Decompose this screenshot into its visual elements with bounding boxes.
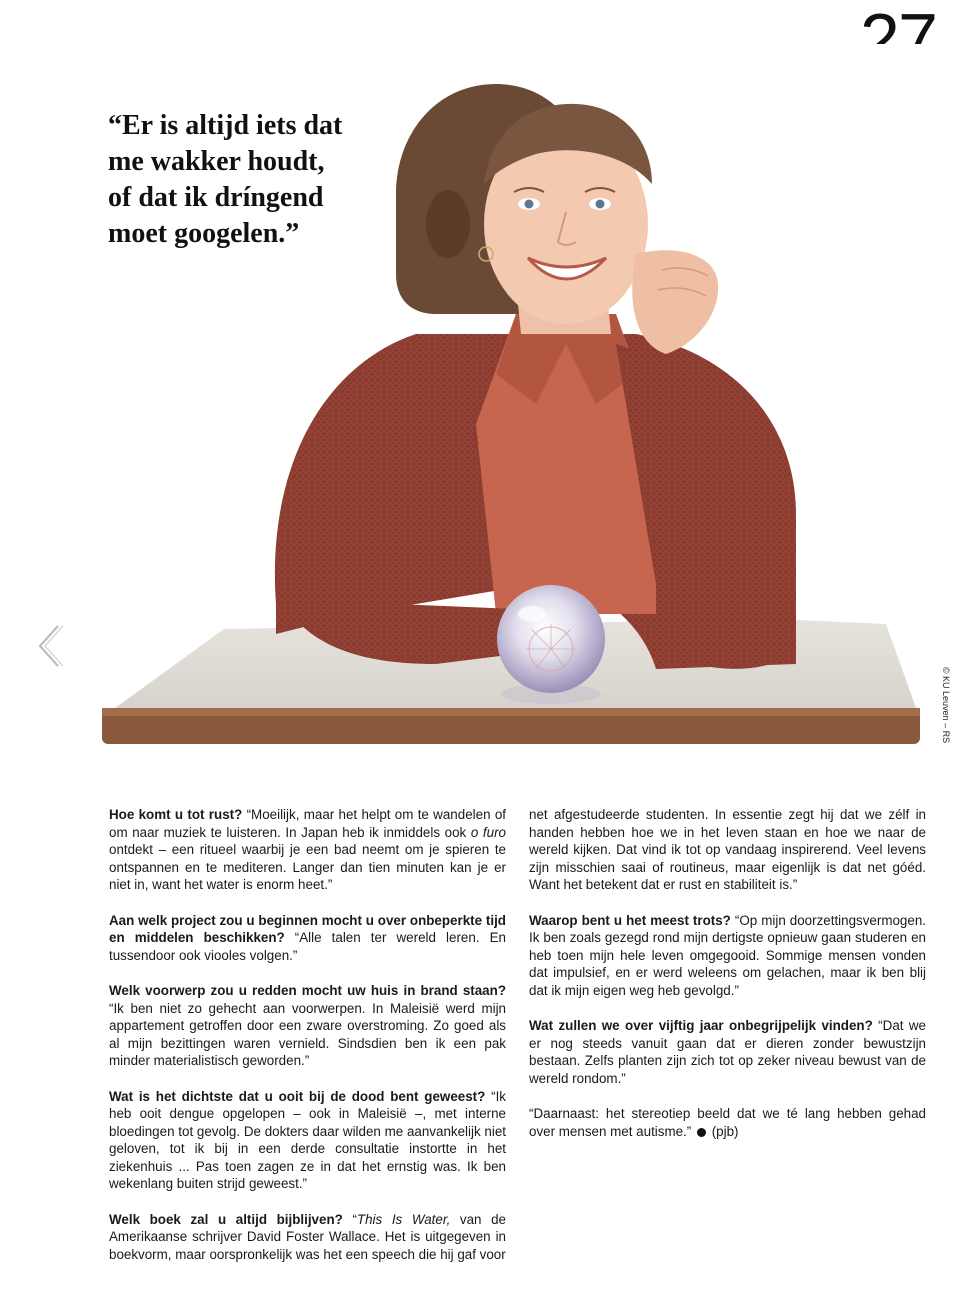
answer: van de Amerikaanse schrijver David Foster Wallace. Het is uitgegeven in boekvorm, maar oorspronkelijk was het een speech die hij gaf voor <box>109 1211 507 1262</box>
photo-credit-text: © KU Leuven – RS <box>941 666 951 744</box>
article-column-right <box>529 806 926 1158</box>
question: Wat zullen we over vijftig jaar onbegrijpelijk vinden? <box>529 1018 873 1033</box>
answer: “Op mijn doorzettingsvermogen. Ik ben zoals gezegd rond mijn dertigste opnieuw gaan studeren en heb toen mijn hele leven omgegooid. Sommige mensen vonden dat impulsief, en er werd weleens om gelachen, maar ik ben blij dat ik mijn eigen weg heb gevolgd.” <box>529 912 926 998</box>
previous-page-button[interactable] <box>34 622 66 670</box>
photo-credit <box>936 662 956 748</box>
quote-line: “Er is altijd iets dat <box>108 110 343 141</box>
question: Wat is het dichtste dat u ooit bij de dood bent geweest? <box>109 1088 486 1104</box>
answer-continued: net afgestudeerde studenten. In essentie zegt hij dat we zélf in handen hebben hoe we in het leven staan en hoe we naar de wereld kijken. Dat vind ik tot op vandaag inspirerend. Veel levens zijn misschien saai of routineus, maar eigenlijk is dat net góéd. Want het betekent dat er rust en stabiliteit is.” <box>529 807 926 892</box>
answer: ontdekt – een ritueel waarbij je een bad neemt om je spieren te ontspannen en te mediteren. Langer dan tien minuten kan je er niet in, want het water is enorm heet.” <box>109 842 506 892</box>
qa-paragraph <box>529 1017 926 1087</box>
question: Welk voorwerp zou u redden mocht uw huis in brand staan? <box>109 983 506 998</box>
article-column-left <box>109 806 506 1281</box>
qa-paragraph <box>109 912 506 965</box>
answer: “Dat we er nog steeds vanuit gaan dat er dieren zonder bewustzijn bestaan. Zelfs planten zijn zich tot op zeker niveau bewust van de wereld rondom.” <box>529 1018 926 1086</box>
answer: “Alle talen ter wereld leren. En tussendoor ook viooles volgen.” <box>109 930 506 963</box>
answer: “Moeilijk, maar het helpt om te wandelen of om naar muziek te luisteren. In Japan heb ik inmiddels ook <box>109 807 506 840</box>
page-number: 27 <box>859 0 936 80</box>
quote-line: moet googelen.” <box>108 218 300 249</box>
closing-paragraph <box>529 1105 926 1140</box>
qa-paragraph <box>109 1211 506 1264</box>
quote-line: of dat ik dríngend <box>108 182 324 213</box>
answer: “Ik heb ooit dengue opgelopen – ook in Maleisië –, met interne bloedingen tot gevolg. De dokters daar wilden me aanvankelijk niet geloven, tot ik bij in een derde consultatie instortte in het ziekenhuis ... Pas toen zagen ze in dat het ernstig was. Ik ben wekenlang buiten strijd geweest.” <box>109 1088 506 1191</box>
question: Waarop bent u het meest trots? <box>529 912 731 928</box>
question: Aan welk project zou u beginnen mocht u over onbeperkte tijd en middelen beschikken? <box>109 912 506 945</box>
author-sign: (pjb) <box>707 1123 739 1139</box>
end-mark-icon <box>697 1128 706 1137</box>
qa-paragraph <box>109 1088 506 1193</box>
quote-line: me wakker houdt, <box>108 146 325 177</box>
answer-emphasis: o furo <box>470 824 506 840</box>
answer-emphasis: This Is Water, <box>356 1211 451 1227</box>
answer: “Daarnaast: het stereotiep beeld dat we té lang hebben gehad over mensen met autisme.” <box>529 1106 926 1139</box>
question: Welk boek zal u altijd bijblijven? <box>109 1211 343 1227</box>
answer: “Ik ben niet zo gehecht aan voorwerpen. In Maleisië werd mijn appartement getroffen door een zware overstroming. Zo goed als al mijn bezittingen waren vernield. Sindsdien ben ik een pak minder materialistisch geworden.” <box>109 1000 506 1068</box>
answer: “ <box>342 1211 357 1227</box>
pull-quote <box>108 108 438 252</box>
qa-paragraph <box>109 806 506 894</box>
chevron-left-icon <box>34 622 66 670</box>
qa-paragraph <box>109 982 506 1070</box>
qa-paragraph <box>529 912 926 1000</box>
question: Hoe komt u tot rust? <box>109 807 243 822</box>
